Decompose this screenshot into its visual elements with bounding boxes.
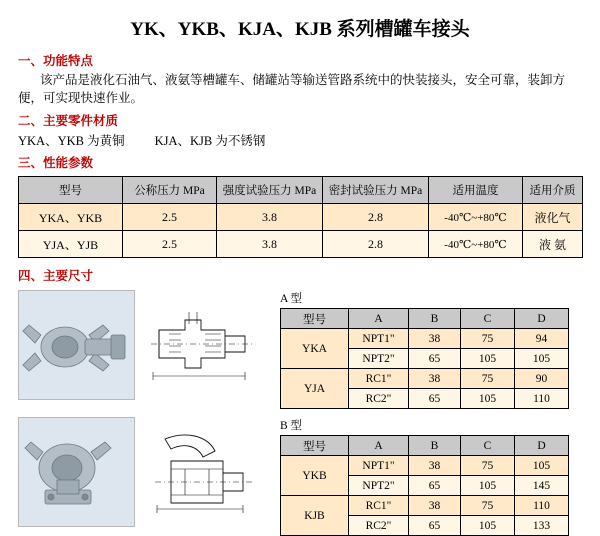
performance-table [18, 176, 583, 258]
type-a-dimension-table [280, 308, 569, 409]
cell-strength: 3.8 [217, 231, 323, 258]
col-model: 型号 [281, 309, 349, 329]
drawing-type-b [145, 417, 260, 525]
cell-b: 38 [409, 496, 461, 516]
cell-medium: 液化气 [523, 204, 583, 231]
cell-model: YKA [281, 329, 349, 369]
cell-c: 105 [461, 389, 515, 409]
cell-b: 65 [409, 516, 461, 536]
cell-c: 105 [461, 349, 515, 369]
cell-b: 65 [409, 389, 461, 409]
col-strength-pressure: 强度试验压力 MPa [217, 177, 323, 204]
cell-a: NPT2" [349, 476, 409, 496]
section-heading-materials: 二、主要零件材质 [18, 114, 119, 129]
col-b: B [409, 436, 461, 456]
cell-b: 65 [409, 349, 461, 369]
materials-line [18, 131, 600, 149]
cell-a: RC1" [349, 496, 409, 516]
section-heading-dimensions: 四、主要尺寸 [18, 269, 94, 284]
features-text: 该产品是液化石油气、液氨等槽罐车、储罐站等输送管路系统中的快装接头，安全可靠，装卸方便，可实现快速作业。 [18, 73, 566, 106]
features-paragraph [18, 71, 582, 107]
col-nominal-pressure: 公称压力 MPa [123, 177, 217, 204]
col-model: 型号 [19, 177, 123, 204]
col-c: C [461, 309, 515, 329]
cell-model: KJB [281, 496, 349, 536]
cell-model: YJA、YJB [19, 231, 123, 258]
cell-b: 38 [409, 456, 461, 476]
drawing-type-a [145, 290, 260, 398]
cell-temp: -40℃~+80℃ [429, 204, 523, 231]
cell-d: 110 [515, 389, 569, 409]
col-model: 型号 [281, 436, 349, 456]
cell-seal: 2.8 [323, 204, 429, 231]
cell-nominal: 2.5 [123, 204, 217, 231]
col-d: D [515, 309, 569, 329]
type-b-table-wrap [280, 417, 569, 536]
cell-seal: 2.8 [323, 231, 429, 258]
photo-b-graphic [19, 418, 134, 526]
cell-a: NPT1" [349, 329, 409, 349]
material-yk: YKA、YKB 为黄铜 [18, 134, 125, 149]
cell-medium: 液 氨 [523, 231, 583, 258]
col-seal-pressure: 密封试验压力 MPa [323, 177, 429, 204]
table-row [281, 456, 569, 476]
col-c: C [461, 436, 515, 456]
type-a-table-wrap [280, 290, 569, 409]
cell-c: 75 [461, 369, 515, 389]
label-type-a: A 型 [280, 293, 303, 306]
cell-d: 105 [515, 456, 569, 476]
label-type-b: B 型 [280, 420, 303, 433]
cell-a: RC1" [349, 369, 409, 389]
table-header-row [281, 436, 569, 456]
photo-type-a [18, 290, 135, 400]
drawing-b-graphic [145, 417, 260, 525]
cell-model: YJA [281, 369, 349, 409]
cell-d: 110 [515, 496, 569, 516]
table-row [281, 329, 569, 349]
cell-d: 90 [515, 369, 569, 389]
table-header-row [281, 309, 569, 329]
section-heading-performance: 三、性能参数 [18, 156, 94, 171]
drawing-a-graphic [145, 290, 260, 398]
col-a: A [349, 436, 409, 456]
cell-b: 38 [409, 329, 461, 349]
table-row [19, 231, 583, 258]
dimension-block-b [0, 417, 600, 536]
cell-a: RC2" [349, 516, 409, 536]
material-kj: KJA、KJB 为不锈钢 [154, 134, 266, 149]
page-title: YK、YKB、KJA、KJB 系列槽罐车接头 [130, 19, 470, 40]
cell-d: 145 [515, 476, 569, 496]
cell-d: 133 [515, 516, 569, 536]
cell-temp: -40℃~+80℃ [429, 231, 523, 258]
cell-c: 75 [461, 329, 515, 349]
dimension-block-a [0, 290, 600, 409]
table-row [281, 369, 569, 389]
cell-b: 65 [409, 476, 461, 496]
cell-strength: 3.8 [217, 204, 323, 231]
cell-model: YKA、YKB [19, 204, 123, 231]
table-row [19, 204, 583, 231]
col-medium: 适用介质 [523, 177, 583, 204]
col-d: D [515, 436, 569, 456]
table-row [281, 496, 569, 516]
cell-d: 94 [515, 329, 569, 349]
col-a: A [349, 309, 409, 329]
cell-b: 38 [409, 369, 461, 389]
col-b: B [409, 309, 461, 329]
cell-a: RC2" [349, 389, 409, 409]
cell-nominal: 2.5 [123, 231, 217, 258]
cell-c: 75 [461, 496, 515, 516]
cell-c: 105 [461, 516, 515, 536]
cell-d: 105 [515, 349, 569, 369]
type-b-dimension-table [280, 435, 569, 536]
cell-a: NPT2" [349, 349, 409, 369]
photo-type-b [18, 417, 135, 527]
table-header-row [19, 177, 583, 204]
cell-a: NPT1" [349, 456, 409, 476]
photo-a-graphic [19, 291, 134, 399]
section-heading-features: 一、功能特点 [18, 54, 94, 68]
cell-c: 75 [461, 456, 515, 476]
cell-model: YKB [281, 456, 349, 496]
cell-c: 105 [461, 476, 515, 496]
col-temperature: 适用温度 [429, 177, 523, 204]
